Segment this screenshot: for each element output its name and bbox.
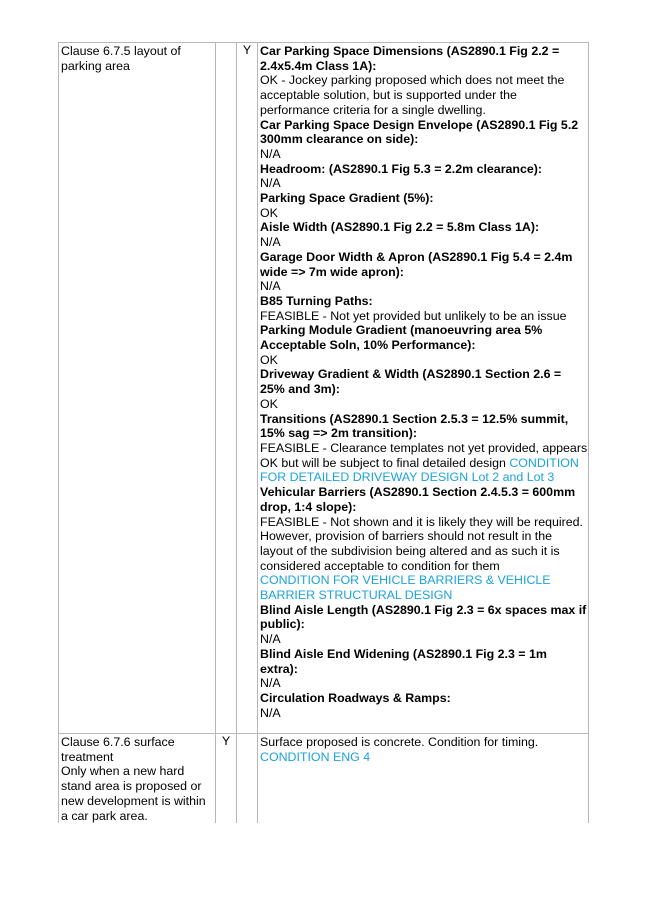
item-heading: Garage Door Width & Apron (AS2890.1 Fig 5.4 = 2.4m wide => 7m wide apron): — [260, 249, 573, 279]
item-heading: Transitions (AS2890.1 Section 2.5.3 = 12.5% summit, 15% sag => 2m transition): — [260, 411, 569, 441]
item-value: OK — [260, 396, 278, 411]
item-value: N/A — [260, 176, 281, 191]
item-value-with-condition — [260, 441, 588, 485]
compliance-cell-b: Y — [237, 43, 258, 734]
item-value: N/A — [260, 279, 281, 294]
assessment-table — [58, 42, 589, 823]
condition-text: CONDITION FOR DETAILED DRIVEWAY DESIGN Lot 2 and Lot 3 — [260, 455, 579, 485]
clause-cell: Clause 6.7.5 layout of parking area — [59, 43, 216, 734]
condition-text: CONDITION ENG 4 — [260, 749, 371, 764]
compliance-cell-a: Y — [216, 734, 237, 824]
item-value: N/A — [260, 632, 281, 647]
item-value: Surface proposed is concrete. Condition for timing. — [260, 735, 539, 749]
item-value: FEASIBLE - Not yet provided but unlikely to be an issue — [260, 308, 567, 323]
item-heading: Driveway Gradient & Width (AS2890.1 Section 2.6 = 25% and 3m): — [260, 367, 562, 397]
item-value: OK - Jockey parking proposed which does not meet the acceptable solution, but is supported under the performance criteria for a single dwelling. — [260, 73, 565, 117]
clause-cell: Clause 6.7.6 surface treatment Only when a new hard stand area is proposed or new development is within a car park area. — [59, 734, 216, 824]
item-heading: Car Parking Space Design Envelope (AS2890.1 Fig 5.2 300mm clearance on side): — [260, 117, 579, 147]
item-heading: Parking Space Gradient (5%): — [260, 191, 434, 206]
compliance-cell-b — [237, 734, 258, 824]
item-value: N/A — [260, 146, 281, 161]
item-value: OK — [260, 352, 278, 367]
assessment-cell — [258, 43, 589, 734]
item-heading: Parking Module Gradient (manoeuvring area 5% Acceptable Soln, 10% Performance): — [260, 323, 543, 353]
assessment-cell — [258, 734, 589, 824]
item-value: N/A — [260, 705, 281, 720]
item-value: OK — [260, 205, 278, 220]
item-heading: Car Parking Space Dimensions (AS2890.1 Fig 2.2 = 2.4x5.4m Class 1A): — [260, 44, 560, 73]
condition-text: CONDITION FOR VEHICLE BARRIERS & VEHICLE BARRIER STRUCTURAL DESIGN — [260, 573, 551, 603]
item-heading: Headroom: (AS2890.1 Fig 5.3 = 2.2m clearance): — [260, 161, 543, 176]
item-heading: Aisle Width (AS2890.1 Fig 2.2 = 5.8m Class 1A): — [260, 220, 540, 235]
item-value: FEASIBLE - Clearance templates not yet provided, appears OK but will be subject to final detailed design — [260, 440, 588, 470]
item-value: N/A — [260, 676, 281, 691]
item-heading: Circulation Roadways & Ramps: — [260, 690, 451, 705]
item-heading: Blind Aisle End Widening (AS2890.1 Fig 2.3 = 1m extra): — [260, 646, 547, 676]
table-row — [59, 43, 589, 734]
item-heading: Blind Aisle Length (AS2890.1 Fig 2.3 = 6x spaces max if public): — [260, 602, 587, 632]
item-heading: Vehicular Barriers (AS2890.1 Section 2.4.5.3 = 600mm drop, 1:4 slope): — [260, 485, 576, 514]
compliance-cell-a — [216, 43, 237, 734]
item-value: N/A — [260, 235, 281, 250]
table-row — [59, 734, 589, 824]
item-heading: B85 Turning Paths: — [260, 293, 373, 308]
item-value: FEASIBLE - Not shown and it is likely they will be required. However, provision of barriers should not result in the layout of the subdivision being altered and as such it is considered acceptable to condition for them — [260, 514, 583, 573]
